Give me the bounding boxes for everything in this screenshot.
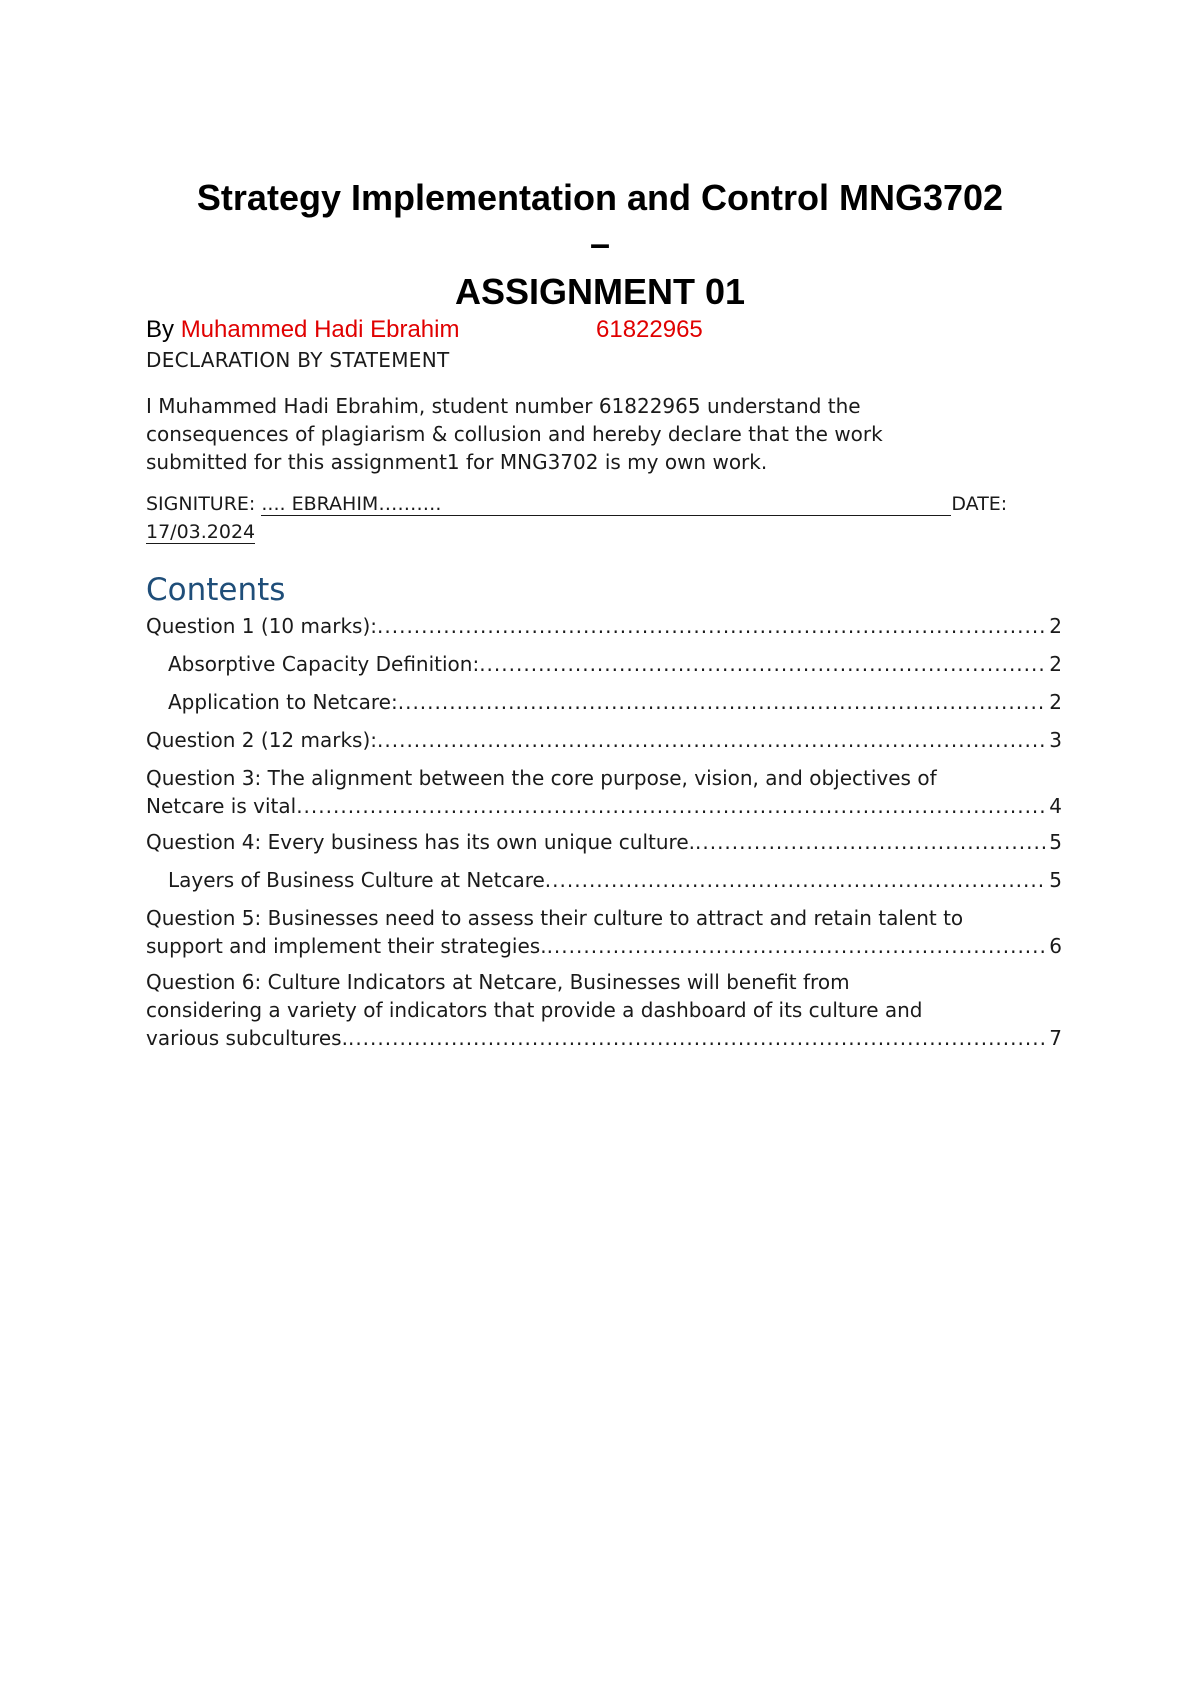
signature-line	[146, 491, 1007, 517]
toc-leader-dots	[695, 828, 1047, 856]
toc-entry-text: various subcultures.	[146, 1026, 348, 1050]
declaration-line: submitted for this assignment1 for MNG3702 is my own work.	[146, 450, 768, 474]
student-number: 61822965	[596, 316, 703, 343]
toc-entry[interactable]	[146, 726, 1062, 754]
contents-heading: Contents	[146, 572, 286, 608]
toc-page-number: 5	[1049, 868, 1062, 892]
toc-page-number: 5	[1049, 830, 1062, 854]
toc-entry[interactable]	[146, 764, 1062, 820]
toc-entry-text: Layers of Business Culture at Netcare	[168, 868, 545, 892]
signature-label: SIGNITURE:	[146, 493, 262, 515]
toc-page-number: 3	[1049, 728, 1062, 752]
toc-page-number: 7	[1049, 1026, 1062, 1050]
toc-entry-text: Absorptive Capacity Definition:	[168, 652, 480, 676]
toc-entry-text: Question 6: Culture Indicators at Netcare, Businesses will benefit from	[146, 970, 850, 994]
toc-leader-dots	[377, 612, 1047, 640]
declaration-heading: DECLARATION BY STATEMENT	[146, 348, 450, 372]
author-name: Muhammed Hadi Ebrahim	[180, 316, 460, 343]
toc-entry[interactable]	[146, 904, 1062, 960]
toc-entry[interactable]	[168, 866, 1062, 894]
toc-entry-text: Netcare is vital	[146, 794, 297, 818]
title-line-1: Strategy Implementation and Control MNG3702	[196, 177, 1004, 218]
toc-entry-text: Question 4: Every business has its own unique culture.	[146, 830, 695, 854]
declaration-line: consequences of plagiarism & collusion and hereby declare that the work	[146, 422, 883, 446]
toc-entry[interactable]	[146, 968, 1062, 1052]
toc-leader-dots	[545, 866, 1047, 894]
toc-entry-text: Question 2 (12 marks):	[146, 728, 378, 752]
toc-leader-dots	[398, 688, 1048, 716]
toc-leader-dots	[296, 792, 1047, 820]
toc-entry-text: Question 3: The alignment between the core purpose, vision, and objectives of	[146, 766, 937, 790]
toc-page-number: 2	[1049, 690, 1062, 714]
toc-entry-text: Question 1 (10 marks):	[146, 614, 378, 638]
toc-entry[interactable]	[168, 688, 1062, 716]
toc-entry-text: Question 5: Businesses need to assess their culture to attract and retain talent to	[146, 906, 964, 930]
toc-leader-dots	[547, 932, 1048, 960]
title-line-2: ASSIGNMENT 01	[454, 271, 746, 312]
toc-entry[interactable]	[146, 612, 1062, 640]
toc-entry[interactable]	[146, 828, 1062, 856]
toc-page-number: 2	[1049, 652, 1062, 676]
toc-leader-dots	[377, 726, 1047, 754]
byline	[146, 315, 703, 345]
declaration-line: I Muhammed Hadi Ebrahim, student number 61822965 understand the	[146, 394, 861, 418]
byline-label: By	[146, 316, 181, 343]
date-value: 17/03.2024	[146, 521, 256, 543]
signature-value: .... EBRAHIM……….	[261, 493, 951, 516]
toc-leader-dots	[348, 1024, 1047, 1052]
toc-page-number: 6	[1049, 934, 1062, 958]
toc-entry-text: considering a variety of indicators that provide a dashboard of its culture and	[146, 998, 923, 1022]
toc-entry-text: support and implement their strategies.	[146, 934, 547, 958]
toc-page-number: 4	[1049, 794, 1062, 818]
date-line	[146, 519, 255, 545]
toc-entry[interactable]	[168, 650, 1062, 678]
toc-page-number: 2	[1049, 614, 1062, 638]
toc-leader-dots	[479, 650, 1047, 678]
date-label: DATE:	[951, 493, 1008, 515]
declaration-body	[146, 392, 1026, 476]
toc-entry-text: Application to Netcare:	[168, 690, 398, 714]
title-dash: –	[589, 223, 611, 264]
